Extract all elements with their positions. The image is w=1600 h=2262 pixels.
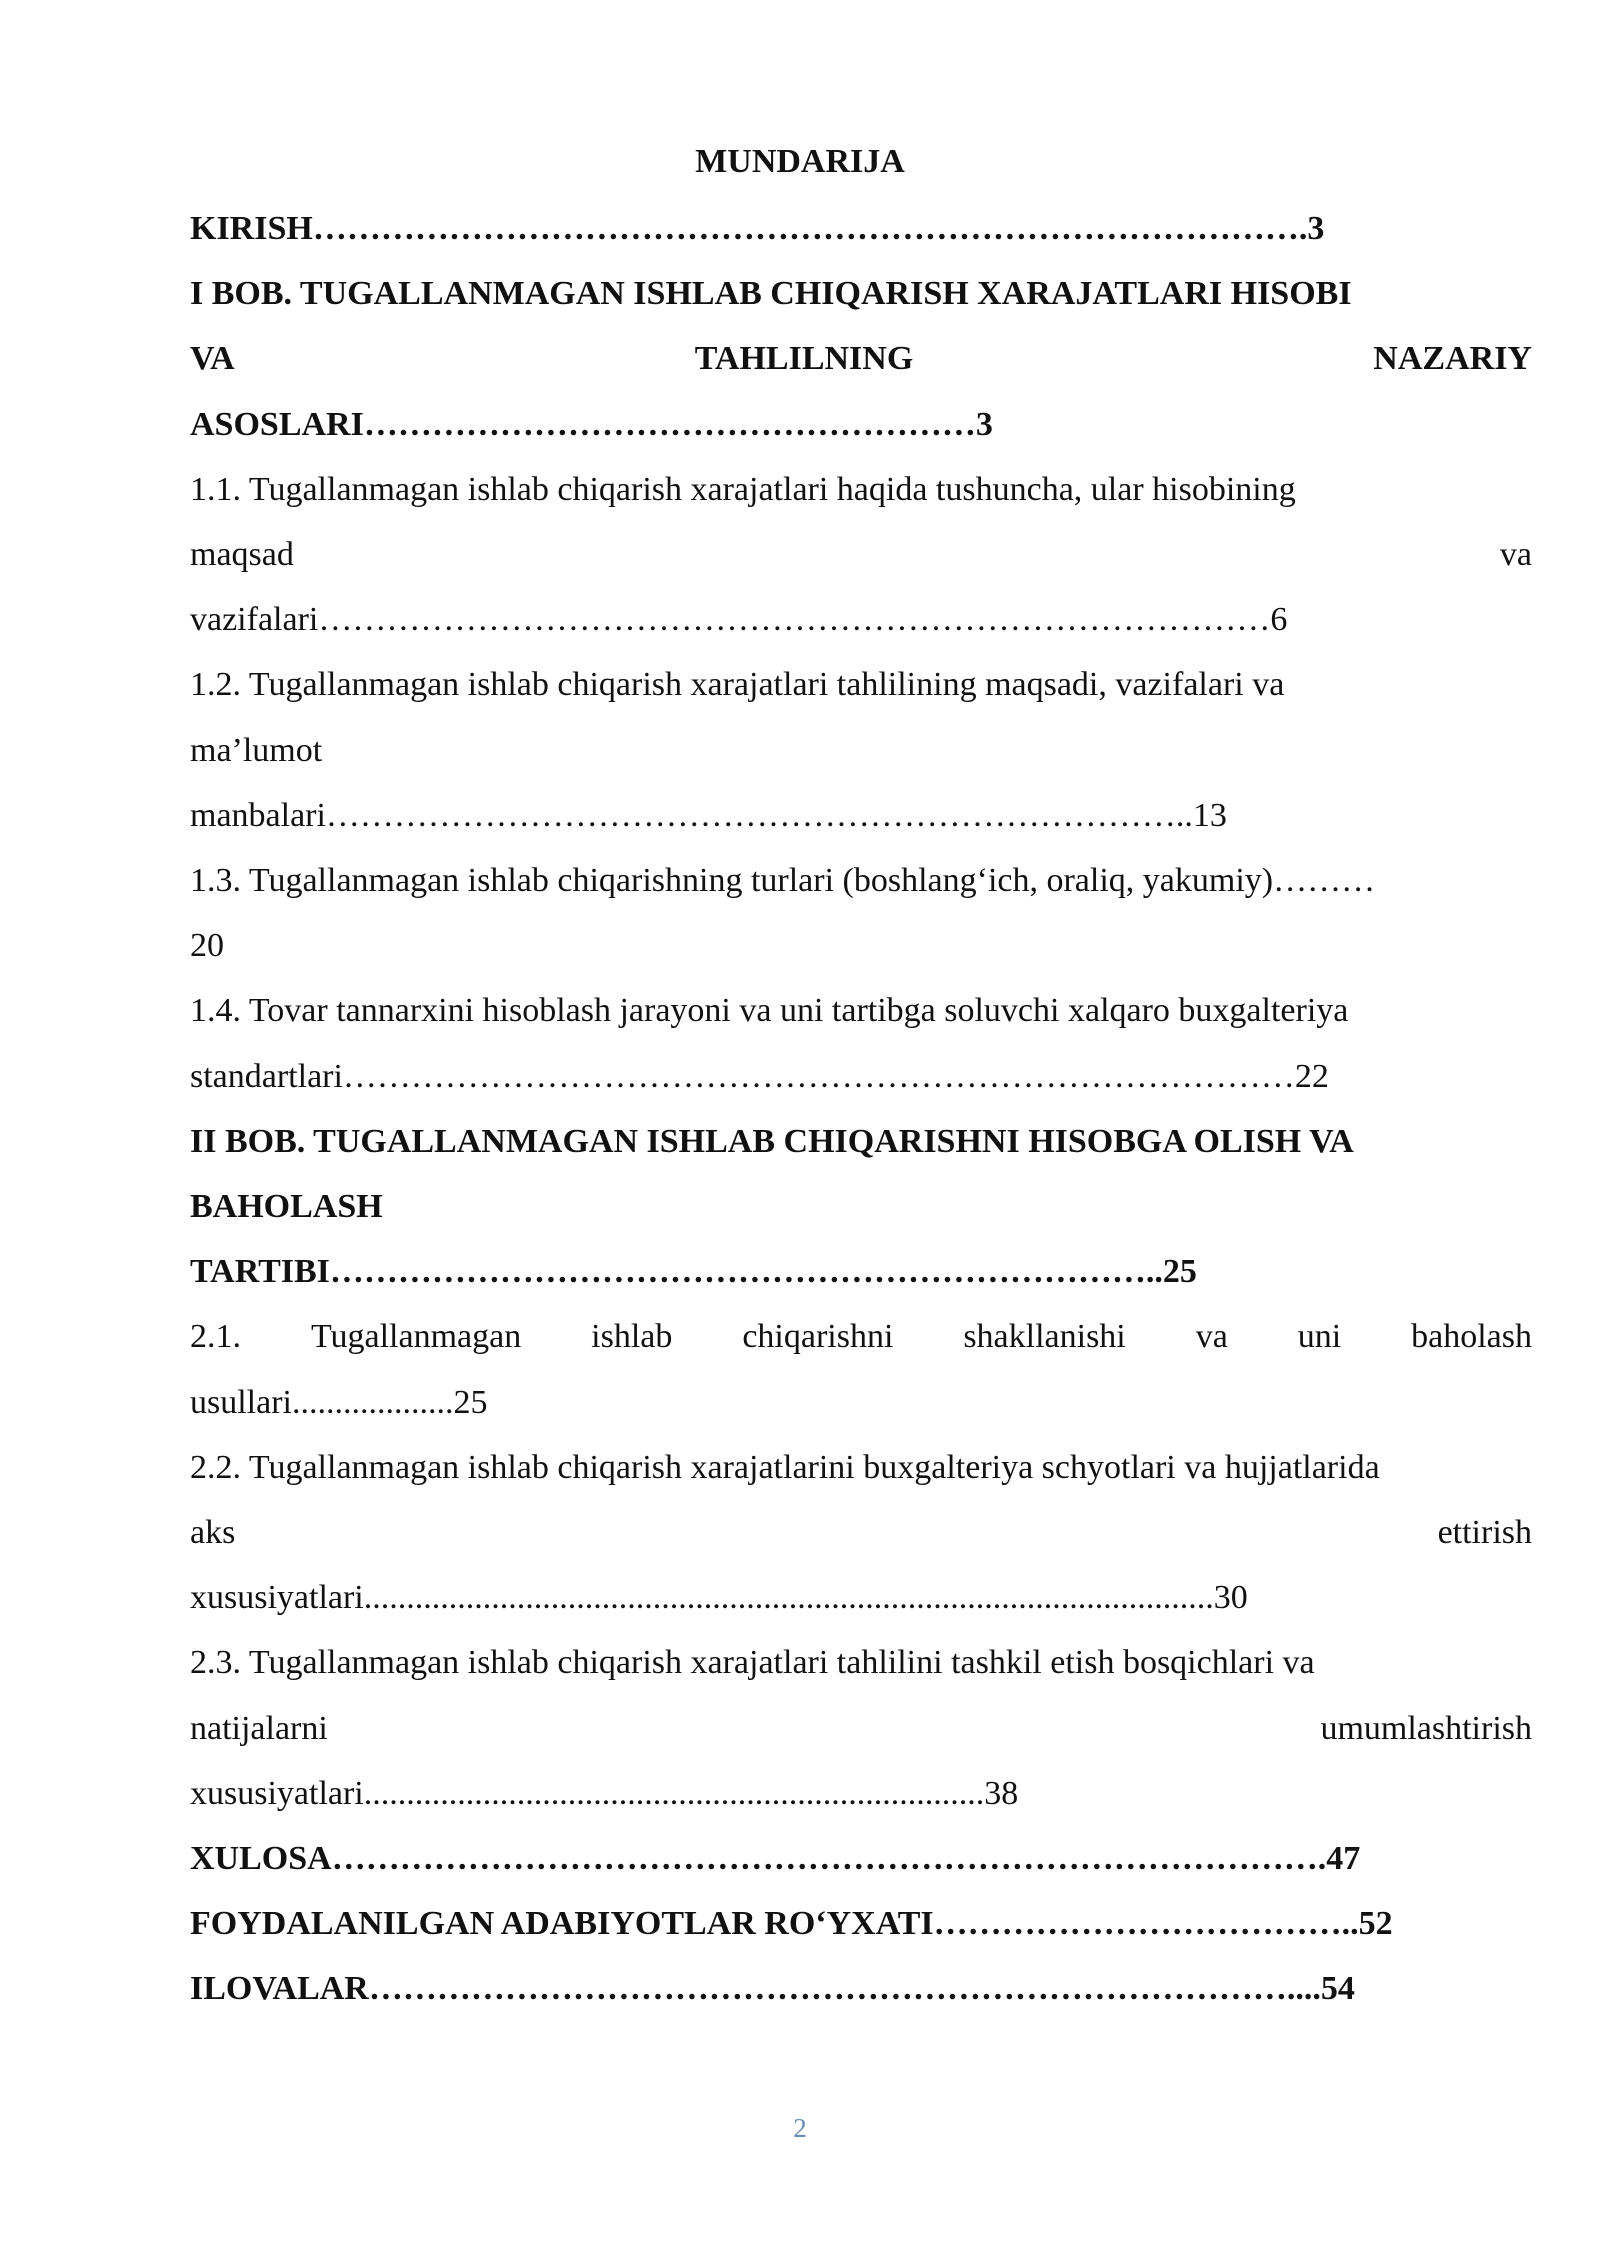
toc-entry-1-2-line3[interactable]: manbalari…………………………………………………………………..13 [190,796,1227,834]
toc-entry-2-1-line1[interactable] [190,1304,1532,1369]
toc-word: va [1195,1318,1228,1356]
toc-word: baholash [1411,1318,1532,1356]
toc-entry-bob2-line2[interactable]: BAHOLASH [190,1188,383,1226]
toc-entry-xulosa[interactable]: XULOSA…………………………………………………………………………….47 [190,1840,1361,1878]
toc-entry-2-3-line2[interactable] [190,1696,1532,1761]
toc-entry-2-3-line1[interactable]: 2.3. Tugallanmagan ishlab chiqarish xarajatlari tahlilini tashkil etish bosqichlari va [190,1644,1315,1682]
toc-word: uni [1297,1318,1342,1356]
toc-word: NAZARIY [1373,340,1532,378]
toc-entry-1-4-line2[interactable]: standartlari…………………………………………………………………………22 [190,1057,1329,1095]
toc-entry-bob1-line2[interactable] [190,326,1532,391]
toc-entry-1-1-line3[interactable]: vazifalari…………………………………………………………………………6 [190,601,1288,639]
toc-entry-1-3-line2[interactable]: 20 [190,927,224,965]
toc-entry-1-1-line2[interactable] [190,522,1532,587]
toc-entry-bob2-line3[interactable]: TARTIBI………………………………………………………………..25 [190,1253,1197,1291]
page-title: MUNDARIJA [695,143,905,180]
toc-word: umumlashtirish [1320,1709,1532,1747]
toc-entry-1-2-line2[interactable]: ma’lumot [190,731,323,769]
toc-entry-2-1-line2[interactable]: usullari...................25 [190,1383,488,1421]
toc-entry-1-3-line1[interactable]: 1.3. Tugallanmagan ishlab chiqarishning turlari (boshlang‘ich, oraliq, yakumiy)……… [190,862,1376,900]
toc-word: TAHLILNING [694,340,914,378]
toc-word: aks [190,1514,236,1552]
toc-entry-1-4-line1[interactable]: 1.4. Tovar tannarxini hisoblash jarayoni va uni tartibga soluvchi xalqaro buxgalteriya [190,992,1349,1030]
page-number: 2 [793,2113,807,2143]
toc-entry-bob1-line3[interactable]: ASOSLARI………………………………………………3 [190,405,993,443]
toc-entry-2-2-line2[interactable] [190,1500,1532,1565]
toc-word: ishlab [591,1318,673,1356]
toc-word: maqsad [190,536,294,574]
toc-entry-1-1-line1[interactable]: 1.1. Tugallanmagan ishlab chiqarish xarajatlari haqida tushuncha, ular hisobining [190,470,1296,508]
toc-word: VA [190,340,235,378]
toc-word: Tugallanmagan [310,1318,522,1356]
toc-entry-ilovalar[interactable]: ILOVALAR………………………………………………………………………....54 [190,1970,1355,2008]
table-of-contents [190,196,1532,2022]
toc-word: va [1499,536,1532,574]
toc-entry-2-2-line3[interactable]: xususiyatlari....................................................................................................30 [190,1579,1248,1617]
toc-word: chiqarishni [742,1318,894,1356]
toc-entry-bob1-line1[interactable] [190,261,1532,326]
toc-bob1-word: I BOB. TUGALLANMAGAN ISHLAB CHIQARISH XARAJATLARI HISOBI [190,275,1352,313]
toc-word: shakllanishi [963,1318,1126,1356]
toc-entry-bob2-line1[interactable]: II BOB. TUGALLANMAGAN ISHLAB CHIQARISHNI HISOBGA OLISH VA [190,1122,1354,1160]
toc-entry-1-2-line1[interactable]: 1.2. Tugallanmagan ishlab chiqarish xarajatlari tahlilining maqsadi, vazifalari va [190,666,1285,704]
toc-entry-adabiyotlar[interactable]: FOYDALANILGAN ADABIYOTLAR RO‘YXATI………………………………..52 [190,1905,1393,1943]
toc-entry-2-2-line1[interactable]: 2.2. Tugallanmagan ishlab chiqarish xarajatlarini buxgalteriya schyotlari va hujjatlarida [190,1448,1380,1486]
toc-entry-2-3-line3[interactable]: xususiyatlari.........................................................................38 [190,1774,1019,1812]
toc-word: 2.1. [190,1318,241,1356]
toc-word: natijalarni [190,1709,328,1747]
toc-word: ettirish [1437,1514,1532,1552]
toc-entry-kirish[interactable]: KIRISH…………………………………………………………………………….3 [190,210,1325,247]
